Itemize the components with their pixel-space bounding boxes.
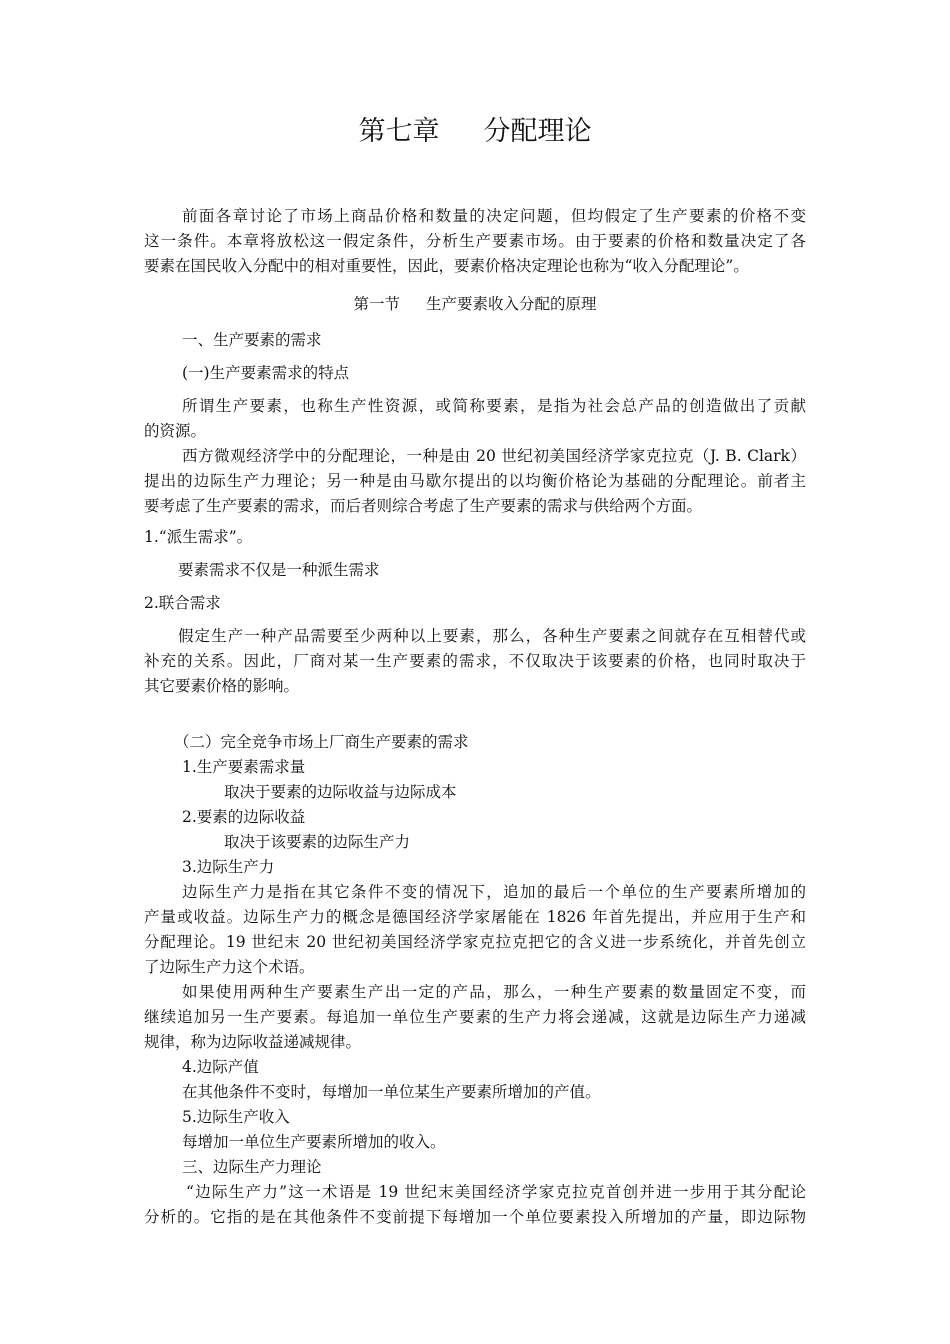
sub2-item5-text: 每增加一单位生产要素所增加的收入。 bbox=[182, 1133, 446, 1151]
para1-line-2: 的资源。 bbox=[144, 422, 207, 440]
para1-line-1: 所谓生产要素，也称生产性资源，或简称要素，是指为社会总产品的创造做出了贡献 bbox=[182, 397, 806, 415]
section-number: 第一节 bbox=[353, 295, 400, 313]
subheading-2: （二）完全竞争市场上厂商生产要素的需求 bbox=[174, 733, 469, 751]
section-title bbox=[0, 294, 950, 314]
para2-line-1: 西方微观经济学中的分配理论，一种是由 20 世纪初美国经济学家克拉克（J. B. Clark） bbox=[182, 447, 806, 465]
chapter-name: 分配理论 bbox=[483, 116, 592, 147]
mp1-line-1: 边际生产力是指在其它条件不变的情况下，追加的最后一个单位的生产要素所增加的 bbox=[182, 883, 806, 901]
chapter-number: 第七章 bbox=[358, 116, 440, 147]
item2-line-3: 其它要素价格的影响。 bbox=[144, 677, 300, 695]
heading-3: 三、边际生产力理论 bbox=[182, 1158, 322, 1176]
mp1-line-3: 分配理论。19 世纪末 20 世纪初美国经济学家克拉克把它的含义进一步系统化，并首先创立 bbox=[144, 933, 806, 951]
item1-label: 1.“派生需求”。 bbox=[144, 528, 253, 546]
sub2-item2-label: 2.要素的边际收益 bbox=[182, 808, 306, 826]
intro-line-3: 要素在国民收入分配中的相对重要性，因此，要素价格决定理论也称为“收入分配理论”。 bbox=[144, 257, 749, 275]
sub2-item1-text: 取决于要素的边际收益与边际成本 bbox=[224, 783, 457, 801]
para2-line-3: 要考虑了生产要素的需求，而后者则综合考虑了生产要素的需求与供给两个方面。 bbox=[144, 497, 703, 515]
heading-1: 一、生产要素的需求 bbox=[182, 331, 322, 349]
mp1-line-4: 了边际生产力这个术语。 bbox=[144, 958, 315, 976]
mp2-line-1: 如果使用两种生产要素生产出一定的产品，那么，一种生产要素的数量固定不变，而 bbox=[182, 983, 806, 1001]
mp1-line-2: 产量或收益。边际生产力的概念是德国经济学家屠能在 1826 年首先提出，并应用于生产和 bbox=[144, 908, 806, 926]
item1-text: 要素需求不仅是一种派生需求 bbox=[178, 561, 380, 579]
item2-line-2: 补充的关系。因此，厂商对某一生产要素的需求，不仅取决于该要素的价格，也同时取决于 bbox=[144, 652, 806, 670]
sub2-item2-text: 取决于该要素的边际生产力 bbox=[224, 833, 411, 851]
mp2-line-2: 继续追加另一生产要素。每追加一单位生产要素的生产力将会递减，这就是边际生产力递减 bbox=[144, 1008, 806, 1026]
final-line-1: “边际生产力”这一术语是 19 世纪末美国经济学家克拉克首创并进一步用于其分配论 bbox=[186, 1183, 806, 1201]
sub2-item5-label: 5.边际生产收入 bbox=[182, 1108, 290, 1126]
mp2-line-3: 规律，称为边际收益递减规律。 bbox=[144, 1033, 362, 1051]
sub2-item4-text: 在其他条件不变时，每增加一单位某生产要素所增加的产值。 bbox=[182, 1083, 601, 1101]
para2-line-2: 提出的边际生产力理论；另一种是由马歇尔提出的以均衡价格论为基础的分配理论。前者主 bbox=[144, 472, 806, 490]
item2-line-1: 假定生产一种产品需要至少两种以上要素，那么，各种生产要素之间就存在互相替代或 bbox=[178, 627, 806, 645]
intro-line-1: 前面各章讨论了市场上商品价格和数量的决定问题，但均假定了生产要素的价格不变 bbox=[182, 207, 806, 225]
subheading-1: (一)生产要素需求的特点 bbox=[182, 364, 350, 382]
sub2-item1-label: 1.生产要素需求量 bbox=[182, 758, 306, 776]
section-name: 生产要素收入分配的原理 bbox=[426, 295, 597, 313]
chapter-title bbox=[0, 116, 950, 148]
item2-label: 2.联合需求 bbox=[144, 594, 221, 612]
final-line-2: 分析的。它指的是在其他条件不变前提下每增加一个单位要素投入所增加的产量，即边际物 bbox=[144, 1208, 806, 1226]
sub2-item4-label: 4.边际产值 bbox=[182, 1058, 259, 1076]
intro-line-2: 这一条件。本章将放松这一假定条件，分析生产要素市场。由于要素的价格和数量决定了各 bbox=[144, 232, 806, 250]
sub2-item3-label: 3.边际生产力 bbox=[182, 858, 275, 876]
